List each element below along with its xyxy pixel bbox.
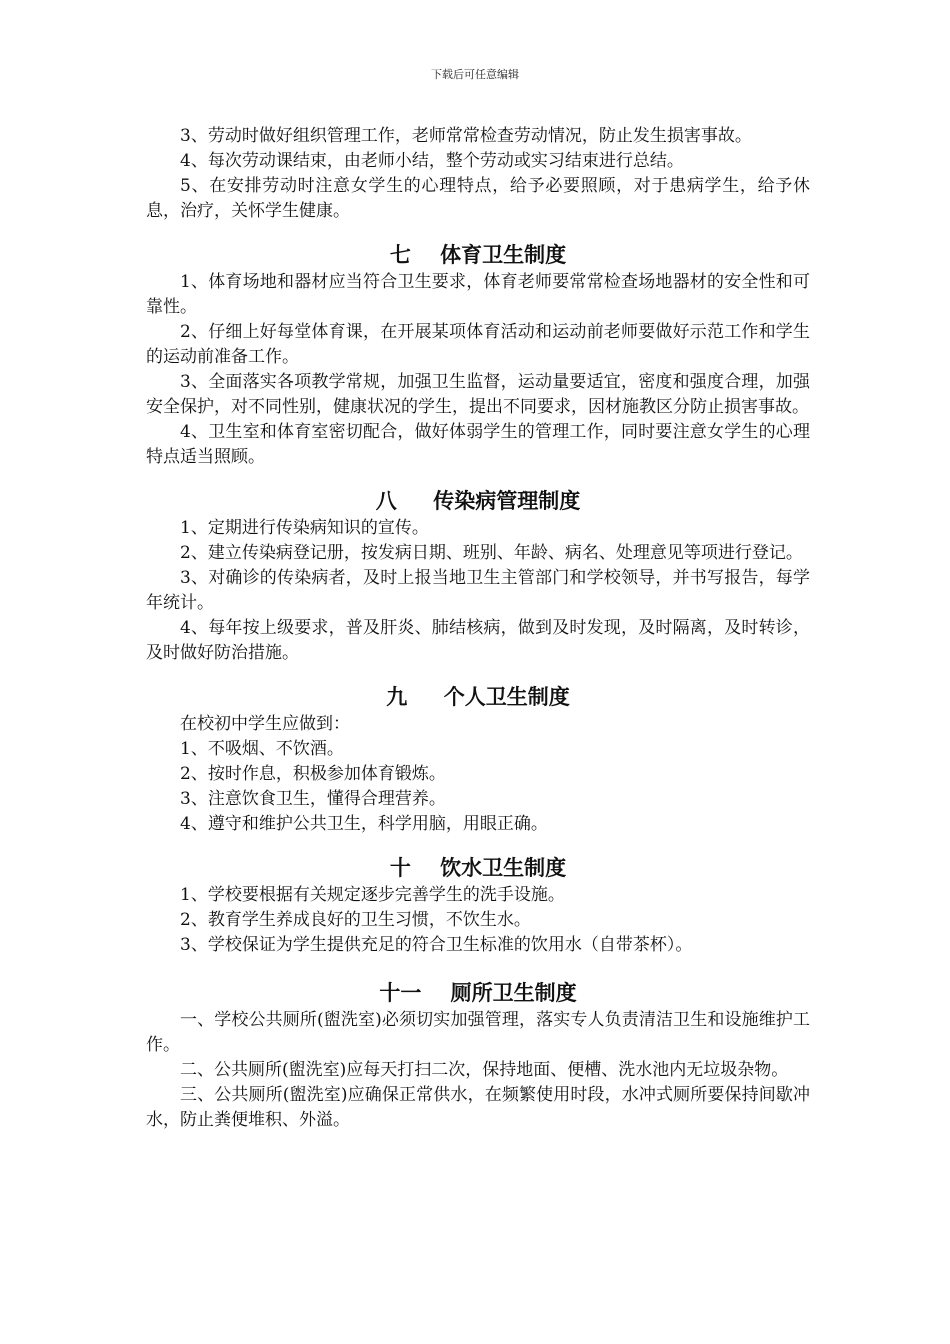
section-toilet-hygiene — [146, 978, 810, 1133]
paragraph: 2、建立传染病登记册，按发病日期、班别、年龄、病名、处理意见等项进行登记。 — [180, 543, 803, 563]
paragraph: 1、不吸烟、不饮酒。 — [180, 739, 344, 759]
paragraph: 3、注意饮食卫生，懂得合理营养。 — [180, 789, 446, 809]
paragraph: 2、仔细上好每堂体育课，在开展某项体育活动和运动前老师要做好示范工作和学生的运动前准备工作。 — [146, 322, 810, 367]
document-body — [146, 124, 810, 1133]
section-heading: 九 个人卫生制度 — [386, 685, 570, 709]
paragraph: 3、学校保证为学生提供充足的符合卫生标准的饮用水（自带茶杯）。 — [180, 935, 693, 955]
section-personal-hygiene — [146, 682, 810, 837]
intro-block — [146, 124, 810, 224]
section-heading: 十一 厕所卫生制度 — [379, 981, 577, 1005]
section-heading: 八 传染病管理制度 — [375, 489, 581, 513]
paragraph: 1、定期进行传染病知识的宣传。 — [180, 518, 429, 538]
paragraph: 3、劳动时做好组织管理工作，老师常常检查劳动情况，防止发生损害事故。 — [180, 126, 752, 146]
paragraph: 4、卫生室和体育室密切配合，做好体弱学生的管理工作，同时要注意女学生的心理特点适当照顾。 — [146, 422, 810, 467]
paragraph: 1、学校要根据有关规定逐步完善学生的洗手设施。 — [180, 885, 565, 905]
paragraph: 1、体育场地和器材应当符合卫生要求，体育老师要常常检查场地器材的安全性和可靠性。 — [146, 272, 810, 317]
paragraph: 4、每次劳动课结束，由老师小结，整个劳动或实习结束进行总结。 — [180, 151, 684, 171]
section-drinking-water — [146, 853, 810, 958]
paragraph: 2、教育学生养成良好的卫生习惯，不饮生水。 — [180, 910, 531, 930]
paragraph: 3、对确诊的传染病者，及时上报当地卫生主管部门和学校领导，并书写报告，每学年统计。 — [146, 568, 810, 613]
section-sports-hygiene — [146, 240, 810, 470]
section-heading: 七 体育卫生制度 — [389, 243, 567, 267]
paragraph: 4、每年按上级要求，普及肝炎、肺结核病，做到及时发现，及时隔离，及时转诊，及时做好防治措施。 — [146, 618, 810, 663]
paragraph: 二、公共厕所(盥洗室)应每天打扫二次，保持地面、便槽、洗水池内无垃圾杂物。 — [180, 1060, 789, 1080]
paragraph: 在校初中学生应做到： — [180, 714, 350, 734]
page-header: 下载后可任意编辑 — [431, 68, 519, 81]
section-heading: 十 饮水卫生制度 — [389, 856, 567, 880]
section-infectious-disease — [146, 486, 810, 666]
paragraph: 3、全面落实各项教学常规，加强卫生监督，运动量要适宜，密度和强度合理，加强安全保护，对不同性别，健康状况的学生，提出不同要求，因材施教区分防止损害事故。 — [146, 372, 810, 417]
paragraph: 4、遵守和维护公共卫生，科学用脑，用眼正确。 — [180, 814, 548, 834]
paragraph: 2、按时作息，积极参加体育锻炼。 — [180, 764, 446, 784]
paragraph: 5、在安排劳动时注意女学生的心理特点，给予必要照顾，对于患病学生，给予休息，治疗，关怀学生健康。 — [146, 176, 810, 221]
paragraph: 一、学校公共厕所(盥洗室)必须切实加强管理，落实专人负责清洁卫生和设施维护工作。 — [146, 1010, 810, 1055]
paragraph: 三、公共厕所(盥洗室)应确保正常供水，在频繁使用时段，水冲式厕所要保持间歇冲水，防止粪便堆积、外溢。 — [146, 1085, 810, 1130]
